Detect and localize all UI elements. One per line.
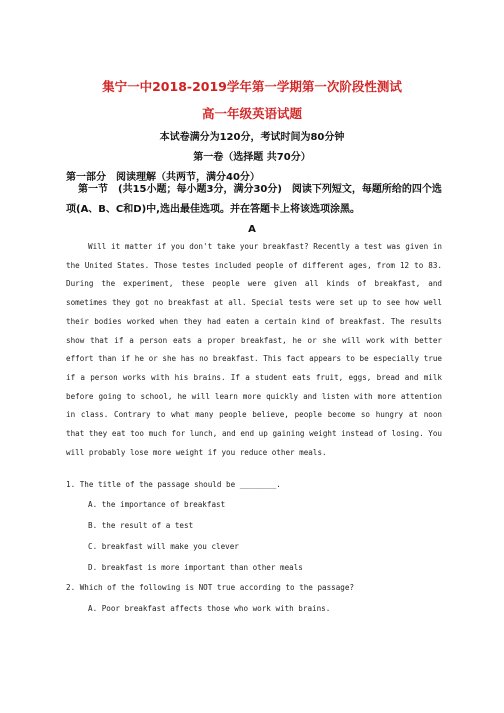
passage-letter: A [248,224,256,235]
exam-subtitle: 高一年级英语试题 [201,106,302,121]
exam-title: 集宁一中2018-2019学年第一学期第一次阶段性测试 [102,79,402,94]
question-1-option-d: D. breakfast is more important than other meals [88,563,303,572]
score-time-note: 本试卷满分为120分，考试时间为80分钟 [159,132,345,143]
question-2: 2. Which of the following is NOT true according to the passage? [66,583,355,592]
question-1-option-b: B. the result of a test [88,521,194,530]
question-2-option-a: A. Poor breakfast affects those who work with brains. [88,604,331,613]
section-instruction: 第一节 (共15小题；每小题3分，满分30分) 阅读下列短文，每题所给的四个选项(A、B、C和D)中,选出最佳选项。并在答题卡上将该选项涂黑。 [66,184,442,215]
question-1-option-c: C. breakfast will make you clever [88,542,239,551]
part-heading: 第一部分 阅读理解（共两节，满分40分） [66,172,260,183]
question-1: 1. The title of the passage should be ________. [66,480,281,489]
passage-text: Will it matter if you don't take your breakfast? Recently a test was given in the United States. Those testes included people of different ages, from 12 to 83. During the experiment, these people were given all kinds of breakfast, and sometimes they got no breakfast at all. Special tests were set up to see how well their bodies worked when they had eaten a certain kind of breakfast. The results show that if a person eats a proper breakfast, he or she will work with better effort than if he or she has no breakfast. This fact appears to be especially true if a person works with his brains. If a student eats fruit, eggs, bread and milk before going to school, he will learn more quickly and listen with more attention in class. Contrary to what many people believe, people become so hungry at noon that they eat too much for lunch, and end up gaining weight instead of losing. You will probably lose more weight if you reduce other meals. [66,242,442,457]
question-1-option-a: A. the importance of breakfast [88,500,226,509]
volume-heading: 第一卷（选择题 共70分） [193,152,311,163]
